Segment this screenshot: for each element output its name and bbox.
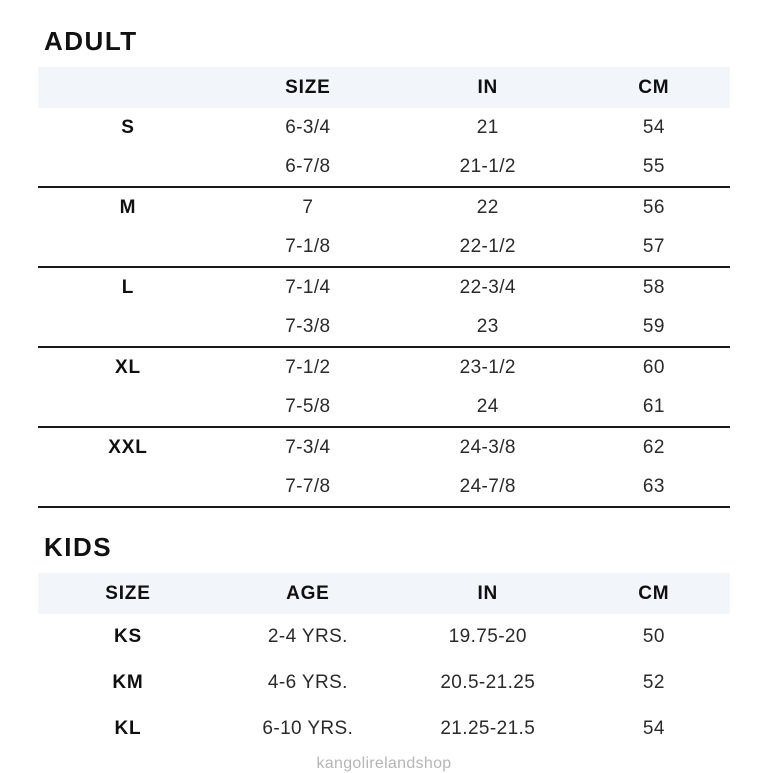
table-row [38,347,730,387]
watermark-text: kangolirelandshop [316,755,452,772]
cm-cell: 54 [642,116,665,138]
hat-size-cell: 7-1/2 [285,356,331,378]
age-cell: 4-6 YRS. [267,672,348,693]
hat-size-cell: 6-7/8 [218,147,398,187]
inches-cell: 21.25-21.5 [440,718,536,739]
table-row [38,660,730,706]
inches-cell: 24 [398,387,578,427]
kids-table-header-row [38,573,730,614]
size-label-cell: XL [115,356,141,378]
hat-size-cell: 7-3/4 [285,436,331,458]
kids-header-cm: CM [578,573,730,614]
cm-cell: 63 [578,467,730,507]
size-label-cell [38,467,218,507]
kids-header-size: SIZE [38,573,218,614]
inches-cell: 20.5-21.25 [440,672,536,693]
size-label-cell [38,387,218,427]
adult-section-heading: ADULT [44,26,138,56]
age-cell: 6-10 YRS. [262,718,354,739]
inches-cell: 21 [476,116,499,138]
inches-cell: 24-3/8 [459,436,516,458]
table-row [38,147,730,187]
cm-cell: 62 [642,436,665,458]
cm-cell: 50 [642,626,665,647]
adult-header-size: SIZE [218,67,398,108]
size-label-cell: KM [112,672,144,693]
table-row [38,387,730,427]
hat-size-cell: 7-1/4 [285,276,331,298]
cm-cell: 58 [642,276,665,298]
size-label-cell [38,147,218,187]
cm-cell: 59 [578,307,730,347]
size-label-cell [38,307,218,347]
adult-table-header-row [38,67,730,108]
hat-size-cell: 7-1/8 [218,227,398,267]
size-label-cell: KS [113,626,142,647]
size-label-cell [38,227,218,267]
kids-header-age: AGE [218,573,398,614]
size-label-cell: S [121,116,135,138]
hat-size-cell: 6-3/4 [285,116,331,138]
adult-size-table [38,67,730,508]
hat-size-cell: 7 [302,196,314,218]
table-row [38,706,730,752]
adult-header-blank [38,67,218,108]
inches-cell: 21-1/2 [398,147,578,187]
table-row [38,427,730,467]
size-label-cell: KL [114,718,142,739]
cm-cell: 57 [578,227,730,267]
age-cell: 2-4 YRS. [267,626,348,647]
cm-cell: 60 [642,356,665,378]
inches-cell: 23-1/2 [459,356,516,378]
kids-header-in: IN [398,573,578,614]
cm-cell: 56 [642,196,665,218]
table-row [38,227,730,267]
table-row [38,108,730,147]
table-row [38,307,730,347]
hat-size-cell: 7-5/8 [218,387,398,427]
cm-cell: 61 [578,387,730,427]
inches-cell: 22-1/2 [398,227,578,267]
inches-cell: 23 [398,307,578,347]
table-row [38,267,730,307]
table-row [38,614,730,660]
inches-cell: 24-7/8 [398,467,578,507]
inches-cell: 19.75-20 [448,626,527,647]
kids-size-table [38,573,730,752]
adult-header-in: IN [398,67,578,108]
table-row [38,187,730,227]
adult-header-cm: CM [578,67,730,108]
hat-size-cell: 7-3/8 [218,307,398,347]
size-label-cell: L [121,276,135,298]
inches-cell: 22 [476,196,499,218]
table-row [38,467,730,507]
kids-section-heading: KIDS [44,532,113,562]
cm-cell: 52 [642,672,665,693]
cm-cell: 54 [642,718,665,739]
size-label-cell: M [119,196,137,218]
size-label-cell: XXL [108,436,148,458]
hat-size-cell: 7-7/8 [218,467,398,507]
cm-cell: 55 [578,147,730,187]
inches-cell: 22-3/4 [459,276,516,298]
